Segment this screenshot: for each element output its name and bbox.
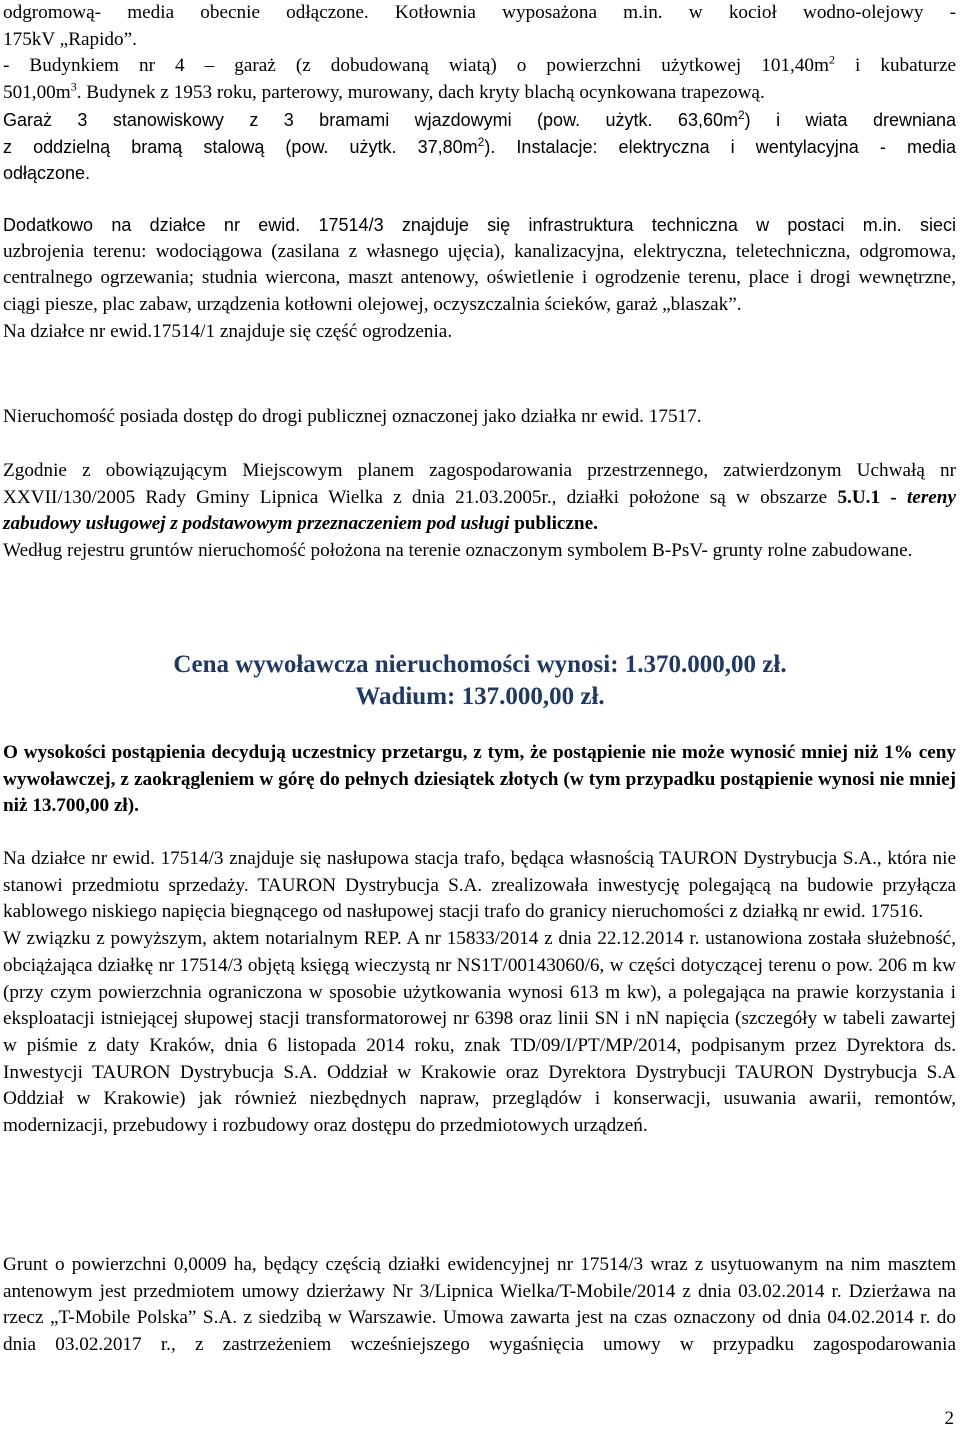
text-paragraph: Grunt o powierzchni 0,0009 ha, będący częścią działki ewidencyjnej nr 17514/3 wraz z usytuowanym na nim masztem antenowym jest przedmiotem umowy dzierżawy Nr 3/Lipnica Wielka/T-Mobile/2014 z dnia 03.02.2014 r. Dzierżawa na rzecz „T-Mobile Polska” S.A. z siedzibą w Warszawie. Umowa zawarta jest na czas oznaczony od dnia 04.02.2014 r. do dnia 03.02.2017 r., z zastrzeżeniem wcześniejszego wygaśnięcia umowy w przypadku zagospodarowania — [3, 1254, 956, 1356]
superscript: 2 — [477, 134, 485, 149]
text-paragraph: O wysokości postąpienia decydują uczestnicy przetargu, z tym, że postąpienie nie może wynosić mniej niż 1% ceny wywoławczej, z zaokrągleniem w górę do pełnych dziesiątek złotych (w tym przypadku postąpienie wynosi nie mniej niż 13.700,00 zł). — [3, 742, 956, 817]
starting-price: Cena wywoławcza nieruchomości wynosi: 1.370.000,00 zł. — [173, 651, 787, 678]
text-line — [3, 134, 956, 161]
text-line: Na działce nr ewid.17514/1 znajduje się część ogrodzenia. — [3, 320, 453, 342]
text-line — [3, 107, 956, 134]
text-span: ) i wiata drewniana — [744, 109, 957, 130]
text-span: 501,00m — [3, 82, 71, 104]
text-paragraph: uzbrojenia terenu: wodociągowa (zasilana z własnego ujęcia), kanalizacyjna, elektryczna, teletechniczna, odgromowa, centralnego ogrzewania; studnia wiercona, maszt antenowy, oświetlenie i ogrodzenie terenu, place i drogi wewnętrzne, ciągi piesze, plac zabaw, urządzenia kotłowni olejowej, oczyszczalnia ścieków, garaż „blaszak”. — [3, 240, 956, 316]
page-number: 2 — [944, 1408, 954, 1429]
zone-description: tereny zabudowy usługowej z podstawowym przeznaczeniem pod usługi — [3, 486, 956, 535]
superscript: 2 — [737, 107, 745, 122]
text-paragraph — [3, 458, 956, 538]
lease-paragraph — [3, 1252, 956, 1359]
text-line: odgromową- media obecnie odłączone. Kotłownia wyposażona m.in. w kocioł wodno-olejowy - — [3, 2, 956, 23]
infrastructure-paragraph — [3, 212, 956, 346]
text-span: ). Instalacje: elektryczna i wentylacyjna - media — [484, 136, 956, 157]
zone-code: 5.U.1 - — [837, 486, 907, 508]
superscript: 3 — [70, 79, 77, 94]
text-span: - Budynkiem nr 4 – garaż (z dobudowaną wiatą) o powierzchni użytkowej 101,40m — [3, 55, 829, 77]
zone-description-end: publiczne. — [514, 513, 598, 535]
text-span: Garaż 3 stanowiskowy z 3 bramami wjazdowymi (pow. użytk. 63,60m — [3, 109, 738, 130]
transformer-paragraph — [3, 846, 956, 1140]
text-line — [3, 80, 956, 107]
text-span: z oddzielną bramą stalową (pow. użytk. 37,80m — [3, 136, 478, 157]
text-line: Dodatkowo na działce nr ewid. 17514/3 znajduje się infrastruktura techniczna w postaci m.in. sieci — [3, 215, 956, 235]
text-span: Zgodnie z obowiązującym Miejscowym planem zagospodarowania przestrzennego, zatwierdzonym Uchwałą nr XXVII/130/2005 Rady Gminy Lipnica Wielka z dnia 21.03.2005r., działki położone są w obszarze — [3, 460, 956, 508]
zoning-paragraph — [3, 458, 956, 565]
text-line: odłączone. — [3, 163, 91, 184]
deposit: Wadium: 137.000,00 zł. — [355, 683, 605, 710]
text-line: 175kV „Rapido”. — [3, 28, 137, 50]
text-paragraph: Na działce nr ewid. 17514/3 znajduje się nasłupowa stacja trafo, będąca własnością TAURON Dystrybucja S.A., która nie stanowi przedmiotu sprzedaży. TAURON Dystrybucja S.A. zrealizowała inwestycję polegającą na budowie przyłącza kablowego niskiego napięcia biegnącego od nasłupowej stacji trafo do granicy nieruchomości z działką nr ewid. 17516. — [3, 848, 956, 923]
text-line — [3, 53, 956, 80]
text-span: . Budynek z 1953 roku, parterowy, murowany, dach kryty blachą ocynkowana trapezową. — [76, 82, 765, 104]
access-paragraph — [3, 404, 956, 431]
superscript: 2 — [828, 53, 835, 68]
text-span: i kubaturze — [834, 55, 956, 77]
bid-increment-paragraph — [3, 740, 956, 820]
building-description — [3, 0, 956, 187]
text-line: Nieruchomość posiada dostęp do drogi publicznej oznaczonej jako działka nr ewid. 17517. — [3, 406, 702, 427]
text-paragraph: W związku z powyższym, aktem notarialnym REP. A nr 15833/2014 z dnia 22.12.2014 r. ustanowiona została służebność, obciążająca działkę nr 17514/3 objętą księgą wieczystą nr NS1T/00143060/6, w części dotyczącej terenu o pow. 206 m kw (przy czym powierzchnia ograniczona w sposobie użytkowania wynosi 613 m kw), a polegająca na prawie korzystania i eksploatacji istniejącej słupowej stacji transformatorowej nr 6398 oraz linii SN i nN napięcia (szczegóły w tabeli zawartej w piśmie z daty Kraków, dnia 6 listopada 2014 roku, znak TD/09/I/PT/MP/2014, podpisanym przez Dyrektora ds. Inwestycji TAURON Dystrybucja S.A. Oddział w Krakowie oraz Dyrektora Dystrybucji TAURON Dystrybucja S.A Oddział w Krakowie) jak również niezbędnych napraw, przeglądów i konserwacji, usuwania awarii, remontów, modernizacji, przebudowy i rozbudowy oraz dostępu do przedmiotowych urządzeń. — [3, 928, 956, 1137]
text-paragraph: Według rejestru gruntów nieruchomość położona na terenie oznaczonym symbolem B-PsV- grunty rolne zabudowane. — [3, 540, 913, 562]
